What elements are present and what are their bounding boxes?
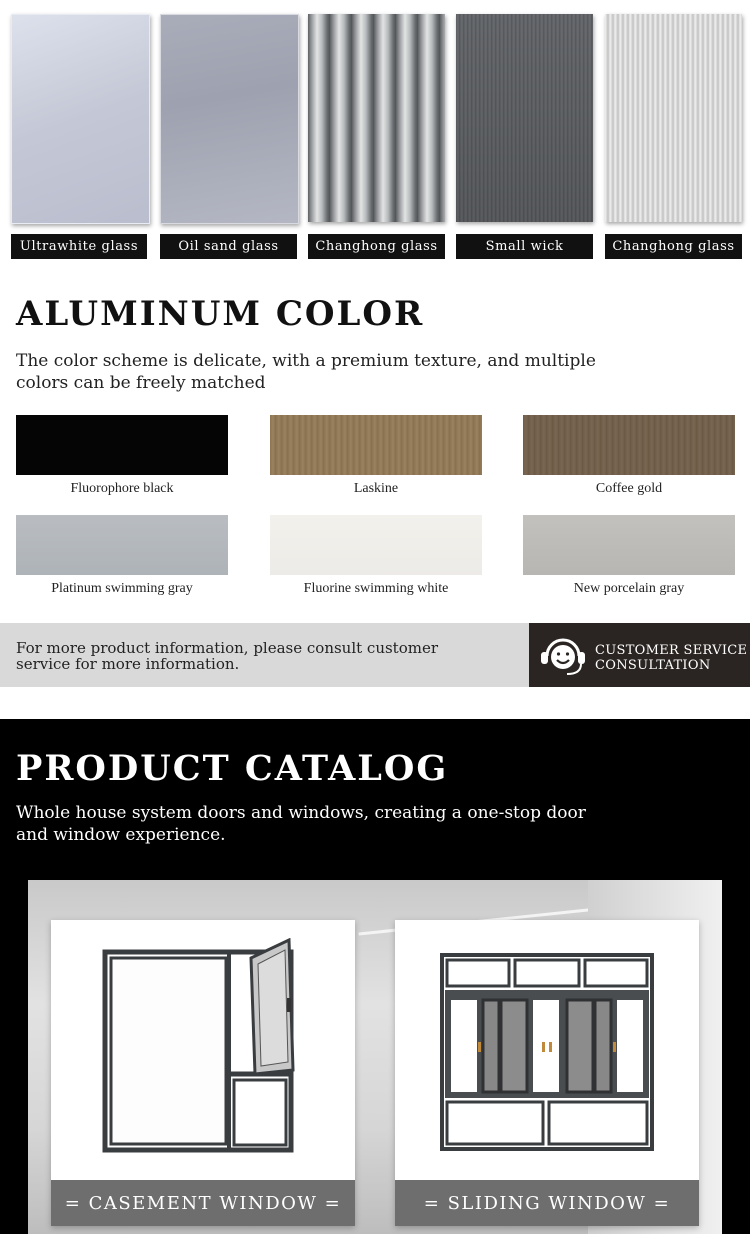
glass-label: Changhong glass (308, 234, 445, 259)
color-swatch (270, 415, 482, 475)
casement-window-label: = CASEMENT WINDOW = (51, 1180, 355, 1226)
sliding-window-icon (439, 952, 655, 1152)
sliding-window-label: = SLIDING WINDOW = (395, 1180, 699, 1226)
casement-window-icon (101, 938, 305, 1154)
color-swatch (270, 515, 482, 575)
glass-label: Changhong glass (605, 234, 742, 259)
color-swatch (523, 515, 735, 575)
color-swatch (523, 415, 735, 475)
customer-service-button[interactable] (529, 623, 750, 687)
color-swatch-label: Fluorine swimming white (303, 581, 449, 596)
color-swatch-label: Platinum swimming gray (51, 581, 193, 596)
color-swatch (16, 515, 228, 575)
ultrawhite-glass-sample (11, 14, 150, 224)
color-swatch-label: Laskine (353, 481, 399, 496)
changhong-glass-sample (308, 14, 445, 222)
small-wick-glass-sample (456, 14, 593, 222)
consult-banner-text: For more product information, please consult customer service for more information. (16, 639, 439, 673)
color-swatch-label: Fluorophore black (70, 481, 174, 496)
cta-line2: CONSULTATION (595, 658, 711, 673)
casement-window-card[interactable] (51, 920, 355, 1226)
glass-label: Ultrawhite glass (11, 234, 147, 259)
product-catalog-subtitle: Whole house system doors and windows, creating a one-stop door and window experience. (16, 803, 586, 845)
glass-label: Small wick (456, 234, 593, 259)
color-swatch-label: Coffee gold (595, 481, 663, 496)
aluminum-color-subtitle: The color scheme is delicate, with a premium texture, and multiple colors can be freely matched (16, 351, 596, 393)
changhong-fine-glass-sample (605, 14, 742, 222)
sliding-window-card[interactable] (395, 920, 699, 1226)
oil-sand-glass-sample (160, 14, 299, 224)
customer-service-label (595, 643, 747, 673)
color-swatch (16, 415, 228, 475)
headset-agent-icon (537, 630, 589, 680)
cta-line1: CUSTOMER SERVICE (595, 643, 748, 658)
product-catalog-heading: PRODUCT CATALOG (16, 748, 449, 789)
glass-label: Oil sand glass (160, 234, 297, 259)
color-swatch-label: New porcelain gray (573, 581, 685, 596)
aluminum-color-heading: ALUMINUM COLOR (16, 294, 425, 334)
